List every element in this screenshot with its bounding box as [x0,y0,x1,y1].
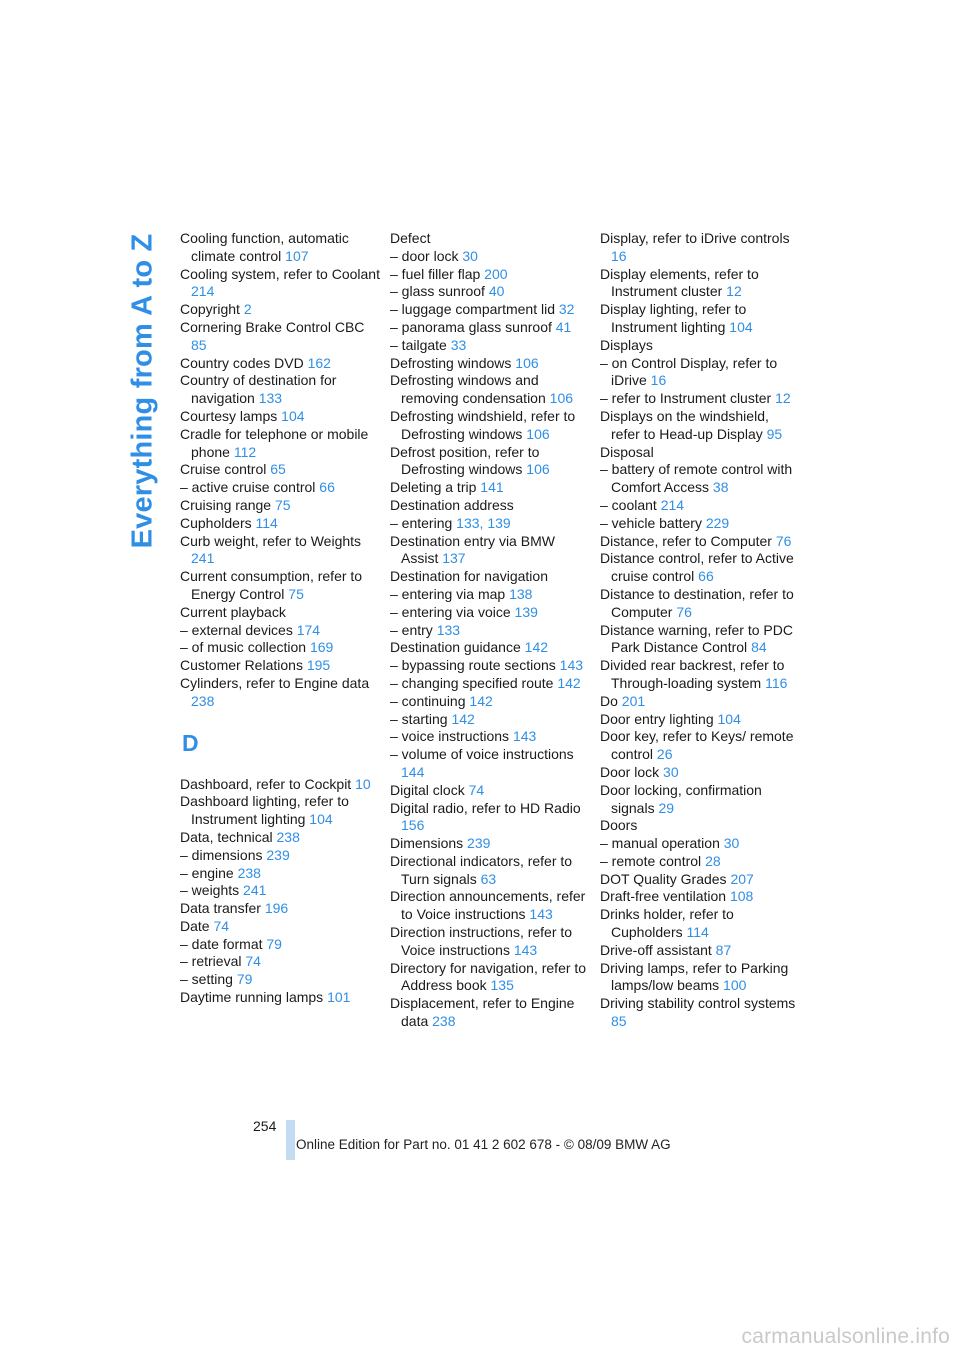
index-entry [180,461,380,479]
entry-term: Driving stability control systems [600,995,796,1012]
index-entry [600,497,800,515]
index-entry [180,515,380,533]
index-entry [600,817,800,835]
index-entry [600,728,800,764]
entry-term: – tailgate [390,336,447,353]
entry-term: Do [600,692,618,709]
index-entry [180,622,380,640]
entry-term: – refer to Instrument cluster [600,390,772,407]
index-column-1 [180,230,380,1007]
entry-term: Defect [390,230,431,246]
page-reference-link[interactable]: 101 [327,989,351,1006]
index-entry [600,888,800,906]
page-reference-link[interactable]: 106 [526,425,550,442]
page-reference-link[interactable]: 239 [467,835,491,852]
entry-term: – volume of voice instructions [390,746,574,763]
entry-term: – external devices [180,621,293,638]
entry-term: Defrosting windows [390,354,512,371]
index-entry [600,942,800,960]
index-entry [390,283,590,301]
page-reference-link[interactable]: 32 [558,301,575,318]
page-reference-link[interactable]: 16 [650,372,667,389]
entry-term: – retrieval [180,953,242,970]
page-reference-link[interactable]: 26 [656,746,673,763]
page-reference-link[interactable]: 162 [307,354,331,371]
entry-term: Cooling function, automatic climate control [180,230,349,264]
index-entry [390,266,590,284]
index-entry [390,711,590,729]
index-entry [390,568,590,586]
entry-term: – fuel filler flap [390,265,481,282]
page-reference-link[interactable]: 63 [480,870,497,887]
index-entry [390,960,590,996]
page-reference-link[interactable]: 138 [509,585,533,602]
page-reference-link[interactable]: 238 [276,828,300,845]
entry-term: – entering [390,514,453,531]
entry-term: Destination for navigation [390,568,548,585]
entry-term: – entering via voice [390,603,511,620]
side-title [124,232,162,550]
index-entry [390,497,590,515]
section-letter: D [182,729,199,756]
index-entry: – entering 133, 139 [390,514,511,531]
index-entry [390,888,590,924]
index-entry [600,550,800,586]
index-entry [390,372,590,408]
entry-term: Dashboard lighting, refer to Instrument lighting [180,793,349,828]
page-reference-link[interactable]: 142 [524,639,549,656]
index-entry [390,337,590,355]
index-entry [180,675,380,711]
page-reference-link[interactable]: 135 [490,977,514,994]
index-entry [180,776,380,794]
watermark: carmanualsonline.info [741,1325,950,1348]
index-entry [600,853,800,871]
index-entry [390,675,590,693]
page-reference-link[interactable]: 100 [723,977,747,994]
page-reference-link[interactable]: 76 [775,532,792,549]
page-number: 254 [253,1118,277,1134]
page-reference-link[interactable]: 10 [355,775,371,792]
entry-term: Current consumption, refer to Energy Control [180,568,363,602]
page-reference-link[interactable]: 239 [266,846,290,863]
page-reference-link[interactable]: 41 [555,318,572,335]
entry-term: – manual operation [600,835,720,852]
index-entry [180,989,380,1007]
entry-term: – changing specified route [390,674,554,691]
entry-term: Displacement, refer to Engine data [390,995,575,1030]
index-entry [180,900,380,918]
page-reference-link[interactable]: 229 [705,514,730,531]
index-entry [390,995,590,1031]
index-entry [390,586,590,604]
page-reference-link[interactable]: 106 [526,461,550,478]
entry-term: – bypassing route sections [390,657,556,674]
page-reference-link[interactable]: 104 [281,407,305,424]
page-reference-link[interactable]: 139 [487,514,511,531]
entry-term: – door lock [390,247,459,264]
index-entry [180,847,380,865]
entry-term: – of music collection [180,639,307,656]
entry-term: Digital clock [390,781,465,798]
entry-term: Curb weight, refer to Weights [180,532,362,549]
footer-text: Online Edition for Part no. 01 41 2 602 678 - © 08/09 BMW AG [296,1137,671,1152]
entry-term: Drinks holder, refer to Cupholders [600,906,734,941]
page-reference-link[interactable]: 133 [258,390,283,407]
entry-term: Distance warning, refer to PDC Park Distance Control [600,621,793,656]
entry-term: Displays [600,336,653,353]
page-reference-link[interactable]: 112 [233,443,257,460]
entry-term: Draft-free ventilation [600,888,727,905]
index-entry [390,800,590,836]
entry-term: – active cruise control [180,479,316,496]
index-entry [600,960,800,996]
entry-term: Driving lamps, refer to Parking lamps/low beams [600,959,789,994]
page-reference-link[interactable]: 85 [611,1013,627,1030]
index-entry [600,355,800,391]
index-entry [390,657,590,675]
page-reference-link[interactable]: 106 [515,354,539,371]
entry-term: Displays on the windshield, refer to Head-up Display [600,407,769,442]
index-entry [180,953,380,971]
page-reference-link[interactable]: 16 [611,247,627,264]
page-reference-link[interactable]: 75 [274,496,291,513]
index-entry [390,533,590,569]
page-reference-link[interactable]: 108 [729,888,754,905]
page-reference-link[interactable]: 143 [512,728,537,745]
index-entry [180,639,380,657]
page-reference-link[interactable]: 238 [432,1013,456,1030]
entry-term: – vehicle battery [600,514,702,531]
index-entry [180,657,380,675]
page-reference-link[interactable]: 107 [285,247,309,264]
page-reference-link[interactable]: 214 [660,496,685,513]
index-entry [390,924,590,960]
index-entry [180,319,380,355]
index-entry [180,426,380,462]
page-reference-link[interactable]: 76 [676,603,692,620]
entry-term: Directional indicators, refer to Turn signals [390,852,573,887]
page-reference-link[interactable]: 38 [712,479,729,496]
page-reference-link[interactable]: 65 [270,461,286,478]
index-entry [600,586,800,622]
entry-term: – dimensions [180,846,263,863]
index-entry [600,408,800,444]
index-entry [180,301,380,319]
page-reference-link[interactable]: 142 [469,692,493,709]
entry-term: – setting [180,971,233,988]
page-reference-link[interactable]: 30 [462,247,478,264]
index-entry [390,479,590,497]
page-reference-link[interactable]: 139 [514,603,538,620]
entry-term: – luggage compartment lid [390,301,555,318]
index-entry [600,444,800,462]
entry-term: – voice instructions [390,728,510,745]
entry-term: Door key, refer to Keys/ remote control [600,728,794,763]
index-entry [180,230,380,266]
index-column-2 [390,230,590,1031]
page-reference-link[interactable]: 74 [213,917,230,934]
page-reference-link[interactable]: 133 [436,621,461,638]
index-entry [390,746,590,782]
index-entry [390,835,590,853]
index-entry [600,693,800,711]
index-entry [600,515,800,533]
page-reference-link[interactable]: 142 [451,710,475,727]
entry-term: Current playback [180,603,286,620]
entry-term: Defrosting windows and removing condensation [390,372,546,407]
page-reference-link[interactable]: 201 [621,692,646,709]
entry-term: Dashboard, refer to Cockpit [180,775,352,792]
index-entry [600,871,800,889]
entry-term: – date format [180,935,263,952]
entry-term: Directory for navigation, refer to Address book [390,959,587,994]
entry-term: – engine [180,864,234,881]
entry-term: Drive-off assistant [600,941,712,958]
entry-term: Cruising range [180,496,272,513]
page-reference-link[interactable]: 174 [296,621,321,638]
entry-term: Courtesy lamps [180,407,278,424]
entry-term: Defrosting windshield, refer to Defrosting windows [390,407,576,442]
entry-term: – entry [390,621,433,638]
page-reference-link[interactable]: 141 [480,479,504,496]
page-reference-link[interactable]: 195 [306,657,331,674]
entry-term: – on Control Display, refer to iDrive [600,354,778,389]
page-reference-link[interactable]: 238 [237,864,261,881]
index-entry [180,568,380,604]
page-reference-link[interactable]: 12 [726,283,742,300]
index-entry [390,355,590,373]
page-reference-link[interactable]: 142 [557,674,581,691]
page-reference-link[interactable]: 104 [717,710,741,727]
page-reference-link[interactable]: 143 [559,657,584,674]
entry-term: Destination guidance [390,639,521,656]
entry-term: – starting [390,710,448,727]
entry-term: Display, refer to iDrive controls [600,230,790,246]
page-reference-link[interactable]: 238 [191,692,215,709]
index-entry [390,693,590,711]
footer-accent-bar [286,1120,295,1160]
entry-term: Direction instructions, refer to Voice instructions [390,924,573,958]
index-entry [180,408,380,426]
entry-term: – battery of remote control with Comfort Access [600,461,793,496]
index-entry [180,829,380,847]
index-entry [600,906,800,942]
entry-term: Deleting a trip [390,479,477,496]
page-reference-link[interactable]: 74 [468,781,485,798]
index-entry [390,639,590,657]
index-entry [390,408,590,444]
index-entry [180,497,380,515]
index-entry [180,936,380,954]
index-entry [180,372,380,408]
entry-term: – coolant [600,496,657,513]
entry-term: Country codes DVD [180,354,304,371]
page-reference-link[interactable]: 79 [236,971,253,988]
index-entry [390,853,590,889]
index-entry [390,230,590,248]
page-reference-link[interactable]: 137 [442,550,466,567]
index-entry [180,971,380,989]
entry-term: Direction announcements, refer to Voice instructions [390,888,586,923]
entry-term: Digital radio, refer to HD Radio [390,799,581,816]
index-entry [600,266,800,302]
entry-term: Customer Relations [180,657,303,674]
index-entry [180,882,380,900]
index-entry [180,918,380,936]
entry-term: Copyright [180,301,240,318]
index-entry [180,355,380,373]
page-reference-link[interactable]: 29 [658,799,675,816]
page-reference-link[interactable]: 87 [715,941,732,958]
entry-term: Cylinders, refer to Engine data [180,674,370,691]
entry-term: Destination entry via BMW Assist [390,532,555,567]
entry-term: Door entry lighting [600,710,714,727]
page-reference-link[interactable]: 75 [288,585,304,602]
page-reference-link[interactable]: 116 [765,674,788,691]
entry-term: – weights [180,882,240,899]
index-entry [600,337,800,355]
entry-term: Daytime running lamps [180,989,324,1006]
entry-term: Destination address [390,496,514,513]
index-entry [390,301,590,319]
page-reference-link[interactable]: 114 [686,924,709,941]
index-entry [390,622,590,640]
index-entry [180,266,380,302]
page-reference-link[interactable]: 30 [663,763,679,780]
index-entry [390,728,590,746]
entry-term: Door locking, confirmation signals [600,781,762,816]
page-reference-link[interactable]: 169 [309,639,334,656]
page-reference-link[interactable]: 40 [488,283,505,300]
page-reference-link[interactable]: 143 [513,941,538,958]
index-entry [600,835,800,853]
page-reference-link[interactable]: 79 [266,935,282,952]
page-reference-link[interactable]: 95 [766,425,783,442]
entry-term: Distance control, refer to Active cruise control [600,550,794,585]
index-entry [180,533,380,569]
page-reference-link[interactable]: 214 [191,283,215,300]
entry-term: Dimensions [390,835,464,852]
index-entry [600,461,800,497]
page-reference-link[interactable]: 85 [191,336,207,353]
entry-term: Doors [600,817,638,834]
page-reference-link[interactable]: 241 [191,550,215,567]
index-entry [180,865,380,883]
entry-term: Cruise control [180,461,267,478]
index-entry [390,604,590,622]
entry-term: Defrost position, refer to Defrosting windows [390,443,540,478]
page-reference-link[interactable]: 84 [751,639,767,656]
page-reference-link[interactable]: 144 [401,763,425,780]
page-reference-link[interactable]: 33 [450,336,467,353]
page-reference-link[interactable]: 12 [775,390,791,407]
page-reference-link[interactable]: 196 [264,900,289,917]
entry-term: – panorama glass sunroof [390,318,552,335]
entry-term: Cornering Brake Control CBC [180,318,365,335]
entry-term: Disposal [600,443,654,460]
index-entry [600,390,800,408]
index-entry [390,444,590,480]
page-reference-link[interactable]: 74 [245,953,261,970]
page-reference-link[interactable]: 207 [730,870,754,887]
index-entry [600,995,800,1031]
page-reference-link[interactable]: 106 [549,390,574,407]
index-entry [390,319,590,337]
page-reference-link[interactable]: 133 [456,514,480,531]
side-title-text: Everything from A to Z [126,233,159,549]
index-entry [600,533,800,551]
entry-term: Date [180,917,210,934]
index-entry [180,479,380,497]
index-entry [600,230,800,266]
page-reference-link[interactable]: 143 [529,906,553,923]
entry-term: Cradle for telephone or mobile phone [180,425,369,460]
page-reference-link[interactable]: 66 [698,568,714,585]
index-column-3 [600,230,800,1031]
entry-term: – remote control [600,852,702,869]
page-reference-link[interactable]: 2 [243,301,252,318]
entry-term: – glass sunroof [390,283,485,300]
entry-term: – entering via map [390,585,506,602]
index-entry [600,301,800,337]
entry-term: – continuing [390,692,466,709]
index-entry [600,711,800,729]
index-entry [390,782,590,800]
page-reference-link[interactable]: 114 [255,514,278,531]
page-reference-link[interactable]: 30 [723,835,740,852]
entry-term: Cupholders [180,514,252,531]
entry-term: Distance, refer to Computer [600,532,772,549]
entry-term: Distance to destination, refer to Computer [600,585,794,620]
index-entry [180,793,380,829]
page-reference-link[interactable]: 104 [309,811,333,828]
index-entry [390,248,590,266]
page-reference-link[interactable]: 156 [401,817,425,834]
entry-term: Country of destination for navigation [180,372,337,407]
index-entry [600,764,800,782]
page-reference-link[interactable]: 66 [319,479,335,496]
entry-term: Cooling system, refer to Coolant [180,265,380,282]
page-reference-link[interactable]: 104 [729,318,753,335]
entry-term: Data transfer [180,900,261,917]
entry-term: DOT Quality Grades [600,870,727,887]
index-entry [600,657,800,693]
entry-term: Divided rear backrest, refer to Through-loading system [600,657,785,691]
index-entry [180,604,380,622]
index-entry [600,622,800,658]
index-entry [600,782,800,818]
entry-term: Door lock [600,763,660,780]
entry-term: Display elements, refer to Instrument cluster [600,265,759,300]
page-reference-link[interactable]: 28 [705,852,721,869]
entry-term: Display lighting, refer to Instrument lighting [600,301,747,335]
page-reference-link[interactable]: 241 [243,882,267,899]
entry-term: Data, technical [180,828,273,845]
page-reference-link[interactable]: 200 [484,265,508,282]
